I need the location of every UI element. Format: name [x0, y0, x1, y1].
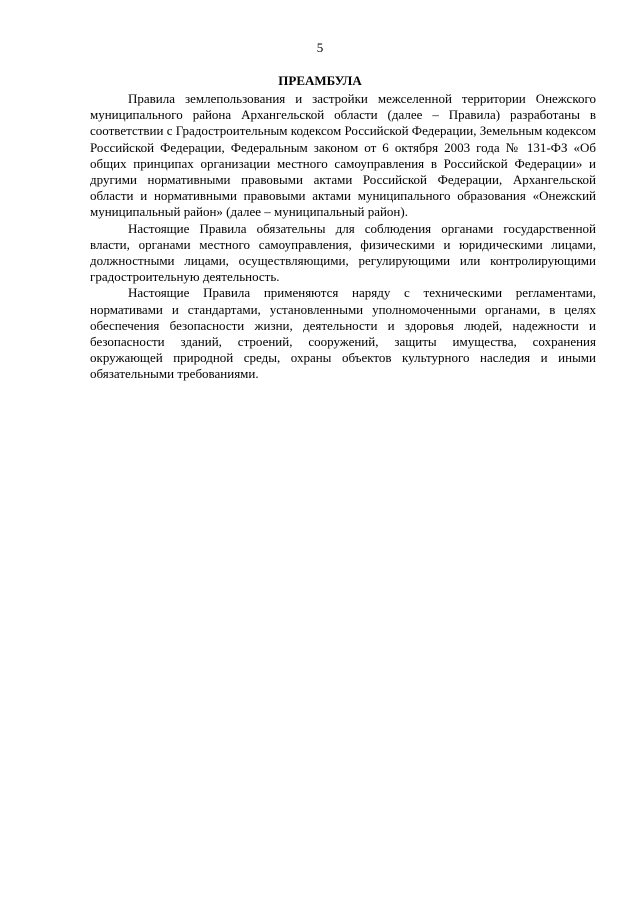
paragraph-application-scope: Настоящие Правила применяются наряду с техническими регламентами, нормативами и стандартами, установленными уполномоченными органами, в целях обеспечения безопасности жизни, деятельности и здоровья людей, надежности и безопасности зданий, строений, сооружений, защиты имущества, сохранения окружающей природной среды, охраны объектов культурного наследия и иными обязательными требованиями.: [90, 285, 596, 382]
paragraph-preamble-intro: Правила землепользования и застройки межселенной территории Онежского муниципального района Архангельской области (далее – Правила) разработаны в соответствии с Градостроительным кодексом Российской Федерации, Земельным кодексом Российской Федерации, Федеральным законом от 6 октября 2003 года № 131-ФЗ «Об общих принципах организации местного самоуправления в Российской Федерации» и другими нормативными правовыми актами Российской Федерации, Архангельской области и нормативными правовыми актами муниципального образования «Онежский муниципальный район» (далее – муниципальный район).: [90, 91, 596, 220]
document-body: [90, 91, 596, 383]
section-title: ПРЕАМБУЛА: [278, 73, 362, 88]
paragraph-mandatory-compliance: Настоящие Правила обязательны для соблюдения органами государственной власти, органами местного самоуправления, физическими и юридическими лицами, должностными лицами, осуществляющими, регулирующими или контролирующими градостроительную деятельность.: [90, 220, 596, 285]
page-number: 5: [316, 40, 324, 55]
